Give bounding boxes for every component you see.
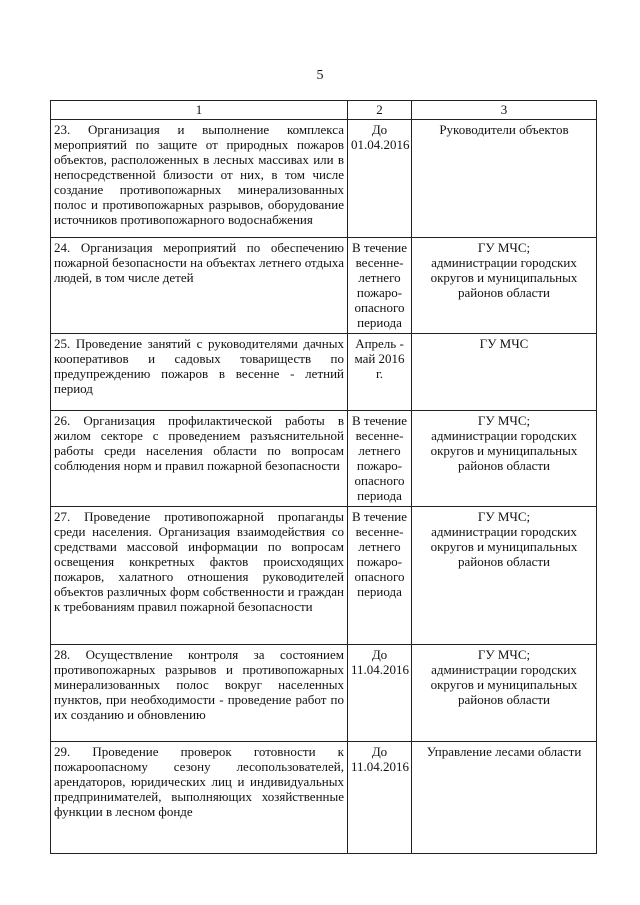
measure-term: В течение весенне- летнего пожаро- опасного периода bbox=[348, 238, 412, 334]
table-row bbox=[51, 645, 597, 742]
measure-text: 24. Организация мероприятий по обеспечению пожарной безопасности на объектах летнего отдыха людей, в том числе детей bbox=[51, 238, 348, 334]
column-header-1: 1 bbox=[51, 101, 348, 120]
measure-text: 23. Организация и выполнение комплекса мероприятий по защите от природных пожаров объектов, расположенных в лесных массивах или в непосредственной близости от них, в том числе создание противопожарных минерализованных полос и противопожарных разрывов, оборудование источников противопожарного водоснабжения bbox=[51, 120, 348, 238]
measure-term: До 01.04.2016 bbox=[348, 120, 412, 238]
measure-term: В течение весенне- летнего пожаро- опасного периода bbox=[348, 411, 412, 507]
column-header-2: 2 bbox=[348, 101, 412, 120]
table-row bbox=[51, 507, 597, 645]
measure-term: До 11.04.2016 bbox=[348, 645, 412, 742]
measure-responsible: ГУ МЧС; администрации городских округов и муниципальных районов области bbox=[412, 411, 597, 507]
measure-responsible: Руководители объектов bbox=[412, 120, 597, 238]
table-row bbox=[51, 120, 597, 238]
table-row bbox=[51, 411, 597, 507]
measure-responsible: ГУ МЧС bbox=[412, 334, 597, 411]
measure-responsible: ГУ МЧС; администрации городских округов и муниципальных районов области bbox=[412, 238, 597, 334]
measure-text: 27. Проведение противопожарной пропаганды среди населения. Организация взаимодействия со средствами массовой информации по вопросам освещения конкретных фактов происходящих пожаров, халатного отношения руководителей объектов различных форм собственности и граждан к требованиям правил пожарной безопасности bbox=[51, 507, 348, 645]
table-header-row bbox=[51, 101, 597, 120]
page-number: 5 bbox=[316, 68, 324, 83]
measure-text: 25. Проведение занятий с руководителями дачных кооперативов и садовых товариществ по предупреждению пожаров в весенне - летний период bbox=[51, 334, 348, 411]
table-row bbox=[51, 334, 597, 411]
measure-text: 29. Проведение проверок готовности к пожароопасному сезону лесопользователей, арендаторов, юридических лиц и индивидуальных предпринимателей, выполняющих хозяйственные функции в лесном фонде bbox=[51, 742, 348, 854]
measure-responsible: Управление лесами области bbox=[412, 742, 597, 854]
column-header-3: 3 bbox=[412, 101, 597, 120]
measure-text: 28. Осуществление контроля за состоянием противопожарных разрывов и противопожарных минерализованных полос вокруг населенных пунктов, при необходимости - проведение работ по их созданию и обновлению bbox=[51, 645, 348, 742]
measure-text: 26. Организация профилактической работы в жилом секторе с проведением разъяснительной работы среди населения области по вопросам соблюдения норм и правил пожарной безопасности bbox=[51, 411, 348, 507]
measure-term: Апрель - май 2016 г. bbox=[348, 334, 412, 411]
measure-responsible: ГУ МЧС; администрации городских округов и муниципальных районов области bbox=[412, 507, 597, 645]
action-plan-table bbox=[50, 100, 597, 854]
measure-term: До 11.04.2016 bbox=[348, 742, 412, 854]
measure-responsible: ГУ МЧС; администрации городских округов и муниципальных районов области bbox=[412, 645, 597, 742]
table-row bbox=[51, 238, 597, 334]
measure-term: В течение весенне- летнего пожаро- опасного периода bbox=[348, 507, 412, 645]
table-row bbox=[51, 742, 597, 854]
